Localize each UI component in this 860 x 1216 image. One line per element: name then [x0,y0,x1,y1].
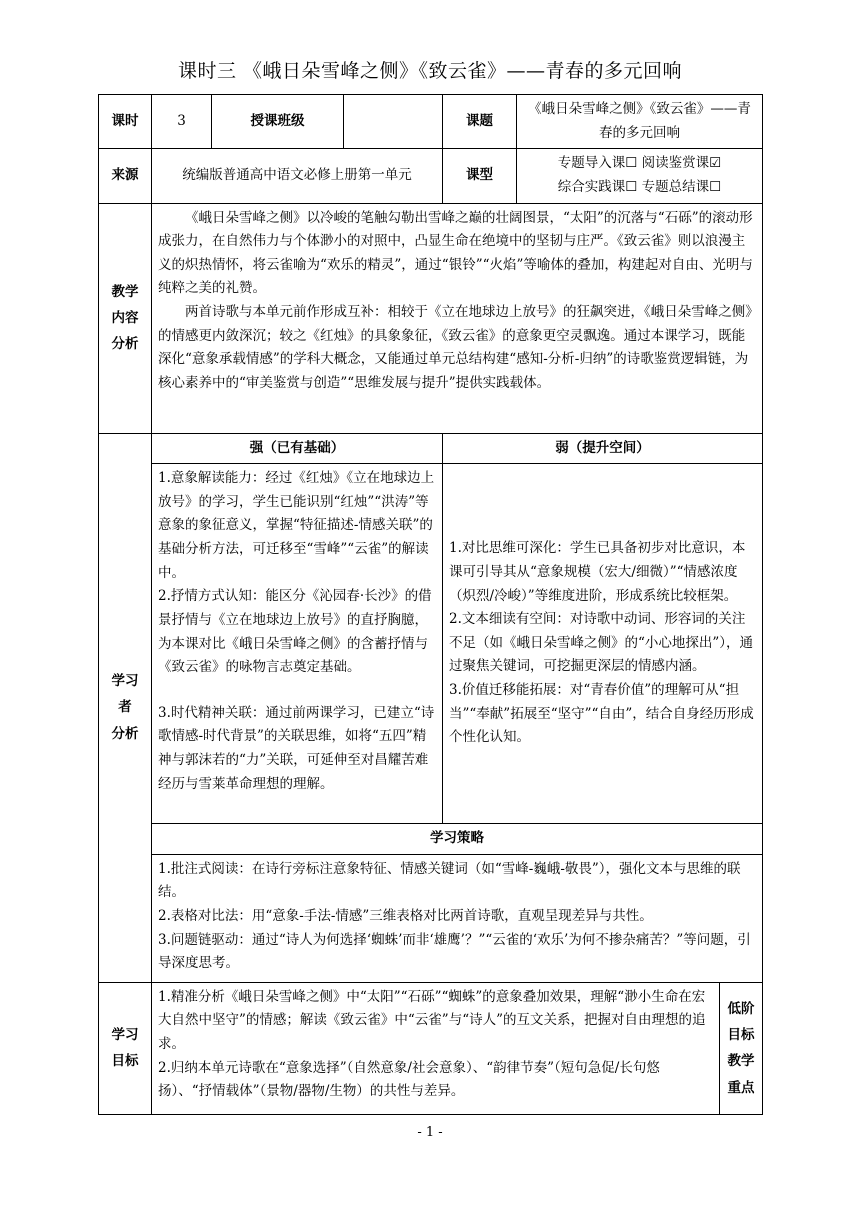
strategy-item: 2.表格对比法：用“意象-手法-情感”三维表格对比两首诗歌，直观呈现差异与共性。 [158,908,653,924]
weak-header: 弱（提升空间） [443,433,763,464]
strategy-item: 3.问题链驱动：通过“诗人为何选择‘蜘蛛’而非‘雄鹰’？”“云雀的‘欢乐’为何不掺杂痛苦？”等问题，引导深度思考。 [158,931,751,972]
lesson-plan-table [98,94,763,1115]
content-paragraph-2: 两首诗歌与本单元前作形成互补：相较于《立在地球边上放号》的狂飙突进，《峨日朵雪峰之侧》的情感更内敛深沉；较之《红烛》的具象象征，《致云雀》的意象更空灵飘逸。通过本课学习，既能深化“意象承载情感”的学科大概念，又能通过单元总结构建“感知-分析-归纳”的诗歌鉴赏逻辑链，为核心素养中的“审美鉴赏与创造”“思维发展与提升”提供实践载体。 [158,304,752,391]
label-learning-goals: 学习 目标 [99,982,152,1114]
row-content-analysis [99,203,763,433]
strategy-content [152,854,763,982]
strategy-item: 1.批注式阅读：在诗行旁标注意象特征、情感关键词（如“雪峰-巍峨-敬畏”），强化文本与思维的联结。 [158,860,741,901]
row-lesson [99,95,763,149]
type-line-1: 专题导入课☐ 阅读鉴赏课☑ [557,155,722,172]
class-value [344,95,443,149]
strong-item: 1.意象解读能力：经过《红烛》《立在地球边上放号》的学习，学生已能识别“红烛”“洪涛”等意象的象征意义，掌握“特征描述-情感关联”的基础分析方法，可迁移至“雪峰”“云雀”的解读中。 [158,470,435,581]
lesson-value: 3 [152,95,212,149]
page-number: - 1 - [417,1125,443,1140]
goal-item: 2.归纳本单元诗歌在“意象选择”（自然意象/社会意象）、“韵律节奏”（短句急促/长句悠扬）、“抒情载体”（景物/器物/生物）的共性与差异。 [158,1059,660,1100]
row-learner-headers [99,433,763,464]
row-learner-content [99,464,763,824]
source-value: 统编版普通高中语文必修上册第一单元 [152,149,443,203]
goal-item: 1.精准分析《峨日朵雪峰之侧》中“太阳”“石砾”“蜘蛛”的意象叠加效果，理解“渺小生命在宏大自然中坚守”的情感；解读《致云雀》中“云雀”与“诗人”的互文关系，把握对自由理想的追求。 [158,988,706,1052]
content-analysis-text [152,203,763,433]
label-type: 课型 [443,149,517,203]
topic-value: 《峨日朵雪峰之侧》《致云雀》——青春的多元回响 [517,95,763,149]
goals-side-label: 低阶 目标 教学 重点 [720,982,763,1114]
label-lesson: 课时 [99,95,152,149]
label-learner-analysis: 学习 者 分析 [99,433,152,982]
type-options [517,149,763,203]
row-source [99,149,763,203]
strong-item: 2.抒情方式认知：能区分《沁园春·长沙》的借景抒情与《立在地球边上放号》的直抒胸臆，为本课对比《峨日朵雪峰之侧》的含蓄抒情与《致云雀》的咏物言志奠定基础。 [158,588,432,676]
label-source: 来源 [99,149,152,203]
strong-content [152,464,443,824]
weak-item: 3.价值迁移能拓展：对“青春价值”的理解可从“担当”“奉献”拓展至“坚守”“自由”，结合自身经历形成个性化认知。 [449,682,754,746]
row-learning-goals [99,982,763,1114]
weak-content [443,464,763,824]
content-paragraph-1: 《峨日朵雪峰之侧》以冷峻的笔触勾勒出雪峰之巅的壮阔图景，“太阳”的沉落与“石砾”的滚动形成张力，在自然伟力与个体渺小的对照中，凸显生命在绝境中的坚韧与庄严。《致云雀》则以浪漫主义的炽热情怀，将云雀喻为“欢乐的精灵”，通过“银铃”“火焰”等喻体的叠加，构建起对自由、光明与纯粹之美的礼赞。 [158,209,753,297]
weak-item: 1.对比思维可深化：学生已具备初步对比意识，本课可引导其从“意象规模（宏大/细微）”“情感浓度（炽烈/冷峻）”等维度进阶，形成系统比较框架。 [449,540,746,604]
type-line-2: 综合实践课☐ 专题总结课☐ [557,178,722,195]
row-strategy-content [99,854,763,982]
page-title: 课时三 《峨日朵雪峰之侧》《致云雀》——青春的多元回响 [177,60,683,82]
label-topic: 课题 [443,95,517,149]
strategy-header: 学习策略 [152,824,763,855]
strong-item: 3.时代精神关联：通过前两课学习，已建立“诗歌情感-时代背景”的关联思维，如将“五四”精神与郭沫若的“力”关联，可延伸至对昌耀苦难经历与雪莱革命理想的理解。 [158,704,435,792]
label-class: 授课班级 [212,95,344,149]
strong-header: 强（已有基础） [152,433,443,464]
goals-content [152,982,720,1114]
weak-item: 2.文本细读有空间：对诗歌中动词、形容词的关注不足（如《峨日朵雪峰之侧》的“小心地探出”），通过聚焦关键词，可挖掘更深层的情感内涵。 [449,611,754,675]
label-content-analysis: 教学 内容 分析 [99,203,152,433]
row-strategy-header [99,824,763,855]
